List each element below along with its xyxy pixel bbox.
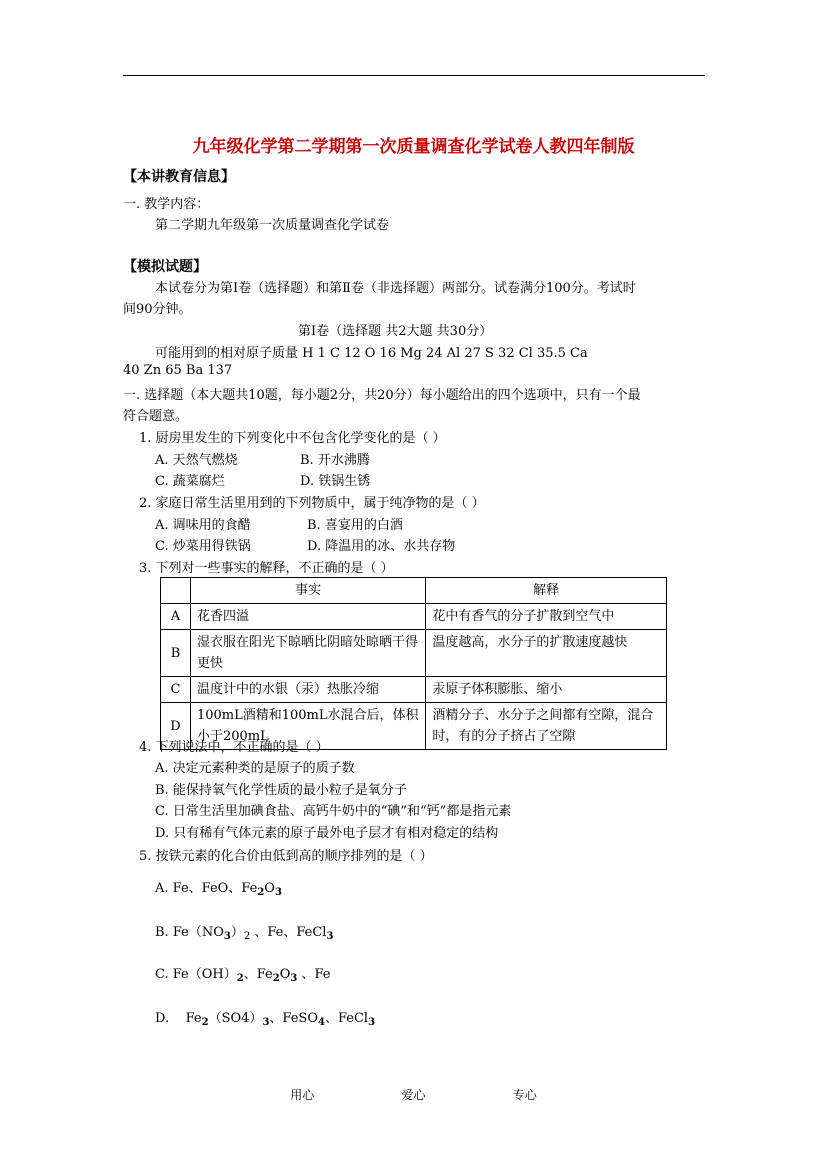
q3-stem: 3. 下列对一些事实的解释，不正确的是（ ） bbox=[139, 561, 394, 576]
row-key: D bbox=[161, 703, 191, 750]
formula-text: O bbox=[279, 967, 291, 982]
table-row bbox=[161, 630, 667, 677]
q2-option-d: D. 降温用的冰、水共存物 bbox=[307, 539, 456, 554]
table-header-key bbox=[161, 578, 191, 604]
formula-text: 、Fe bbox=[243, 967, 273, 982]
q3-table bbox=[160, 577, 667, 750]
subscript: 2 bbox=[201, 1017, 209, 1028]
exam-intro-line2: 间90分钟。 bbox=[123, 302, 192, 317]
q5-option-d bbox=[155, 1007, 375, 1028]
q4-option-b: B. 能保持氧气化学性质的最小粒子是氧分子 bbox=[155, 783, 407, 798]
row-explain: 温度越高，水分子的扩散速度越快 bbox=[426, 630, 667, 677]
q4-option-d: D. 只有稀有气体元素的原子最外电子层才有相对稳定的结构 bbox=[155, 826, 499, 841]
page-footer: 用心 爱心 专心 bbox=[290, 1088, 537, 1102]
q2-stem: 2. 家庭日常生活里用到的下列物质中，属于纯净物的是（ ） bbox=[139, 496, 485, 511]
q4-stem: 4. 下列说法中，不正确的是（ ） bbox=[139, 740, 329, 755]
subscript: 3 bbox=[368, 1017, 376, 1028]
subscript: 2 bbox=[236, 973, 244, 984]
q5-stem: 5. 按铁元素的化合价由低到高的顺序排列的是（ ） bbox=[139, 849, 433, 864]
subscript: 3 bbox=[326, 931, 334, 942]
subscript: 2 bbox=[272, 973, 280, 984]
choice-section-line2: 符合题意。 bbox=[123, 409, 189, 424]
table-header-row bbox=[161, 578, 667, 604]
q4-option-c: C. 日常生活里加碘食盐、高钙牛奶中的“碘”和“钙”都是指元素 bbox=[155, 804, 512, 819]
formula-text: （SO4） bbox=[208, 1011, 263, 1026]
choice-section-line1: 一. 选择题（本大题共10题，每小题2分，共20分）每小题给出的四个选项中，只有一个最 bbox=[123, 388, 641, 403]
row-fact: 100mL酒精和100mL水混合后，体积小于200mL bbox=[190, 703, 425, 750]
row-key: C bbox=[161, 677, 191, 703]
row-explain: 汞原子体积膨胀、缩小 bbox=[426, 677, 667, 703]
formula-text: O bbox=[264, 881, 275, 896]
q2-option-c: C. 炒菜用得铁锅 bbox=[155, 539, 251, 554]
formula-text: D. Fe bbox=[155, 1011, 202, 1026]
formula-text: A. Fe、FeO、Fe bbox=[155, 881, 258, 896]
section-heading-info: 【本讲教育信息】 bbox=[123, 169, 235, 185]
row-key: B bbox=[161, 630, 191, 677]
part-heading: 第Ⅰ卷（选择题 共2大题 共30分） bbox=[298, 324, 493, 339]
q2-option-b: B. 喜宴用的白酒 bbox=[307, 518, 403, 533]
formula-text: 、Fe bbox=[297, 967, 331, 982]
formula-text: C. Fe（OH） bbox=[155, 967, 237, 982]
row-explain: 花中有香气的分子扩散到空气中 bbox=[426, 604, 667, 630]
formula-text: B. Fe（NO bbox=[155, 925, 224, 940]
formula-text: 、FeCl bbox=[324, 1011, 369, 1026]
subscript: 2 bbox=[257, 887, 265, 898]
table-header-explain: 解释 bbox=[426, 578, 667, 604]
subscript: 4 bbox=[317, 1017, 325, 1028]
subscript: 3 bbox=[262, 1017, 270, 1028]
q1-stem: 1. 厨房里发生的下列变化中不包含化学变化的是（ ） bbox=[139, 431, 446, 446]
formula-text: ） bbox=[230, 925, 244, 940]
row-fact: 花香四溢 bbox=[190, 604, 425, 630]
table-row bbox=[161, 604, 667, 630]
section-heading-exam: 【模拟试题】 bbox=[123, 259, 207, 275]
formula-text: 、FeSO bbox=[269, 1011, 318, 1026]
exam-intro-line1: 本试卷分为第Ⅰ卷（选择题）和第Ⅱ卷（非选择题）两部分。试卷满分100分。考试时 bbox=[155, 281, 636, 296]
row-fact: 温度计中的水银（汞）热胀冷缩 bbox=[190, 677, 425, 703]
row-explain: 酒精分子、水分子之间都有空隙，混合时，有的分子挤占了空隙 bbox=[426, 703, 667, 750]
subscript: 3 bbox=[223, 931, 231, 942]
subscript: 3 bbox=[274, 887, 282, 898]
q5-option-b bbox=[155, 921, 333, 942]
q1-option-d: D. 铁锅生锈 bbox=[300, 474, 371, 489]
q1-option-a: A. 天然气燃烧 bbox=[155, 453, 238, 468]
subscript: 3 bbox=[290, 973, 298, 984]
row-key: A bbox=[161, 604, 191, 630]
q1-option-c: C. 蔬菜腐烂 bbox=[155, 474, 225, 489]
teaching-content-label: 一. 教学内容： bbox=[123, 197, 210, 212]
q5-option-a bbox=[155, 877, 282, 898]
atomic-masses-line2: 40 Zn 65 Ba 137 bbox=[123, 363, 233, 378]
row-fact: 湿衣服在阳光下晾晒比阴暗处晾晒干得更快 bbox=[190, 630, 425, 677]
q4-option-a: A. 决定元素种类的是原子的质子数 bbox=[155, 761, 355, 776]
q5-option-c bbox=[155, 963, 330, 984]
q1-option-b: B. 开水沸腾 bbox=[300, 453, 370, 468]
page-title: 九年级化学第二学期第一次质量调查化学试卷人教四年制版 bbox=[192, 137, 635, 157]
formula-text: 、Fe、FeCl bbox=[250, 925, 327, 940]
q2-option-a: A. 调味用的食醋 bbox=[155, 518, 251, 533]
table-header-fact: 事实 bbox=[190, 578, 425, 604]
header-rule bbox=[123, 75, 705, 76]
atomic-masses-line1: 可能用到的相对原子质量 H 1 C 12 O 16 Mg 24 Al 27 S 32 Cl 35.5 Ca bbox=[155, 346, 588, 361]
subscript: 2 bbox=[243, 931, 251, 942]
teaching-content-text: 第二学期九年级第一次质量调查化学试卷 bbox=[155, 218, 390, 233]
table-row bbox=[161, 677, 667, 703]
